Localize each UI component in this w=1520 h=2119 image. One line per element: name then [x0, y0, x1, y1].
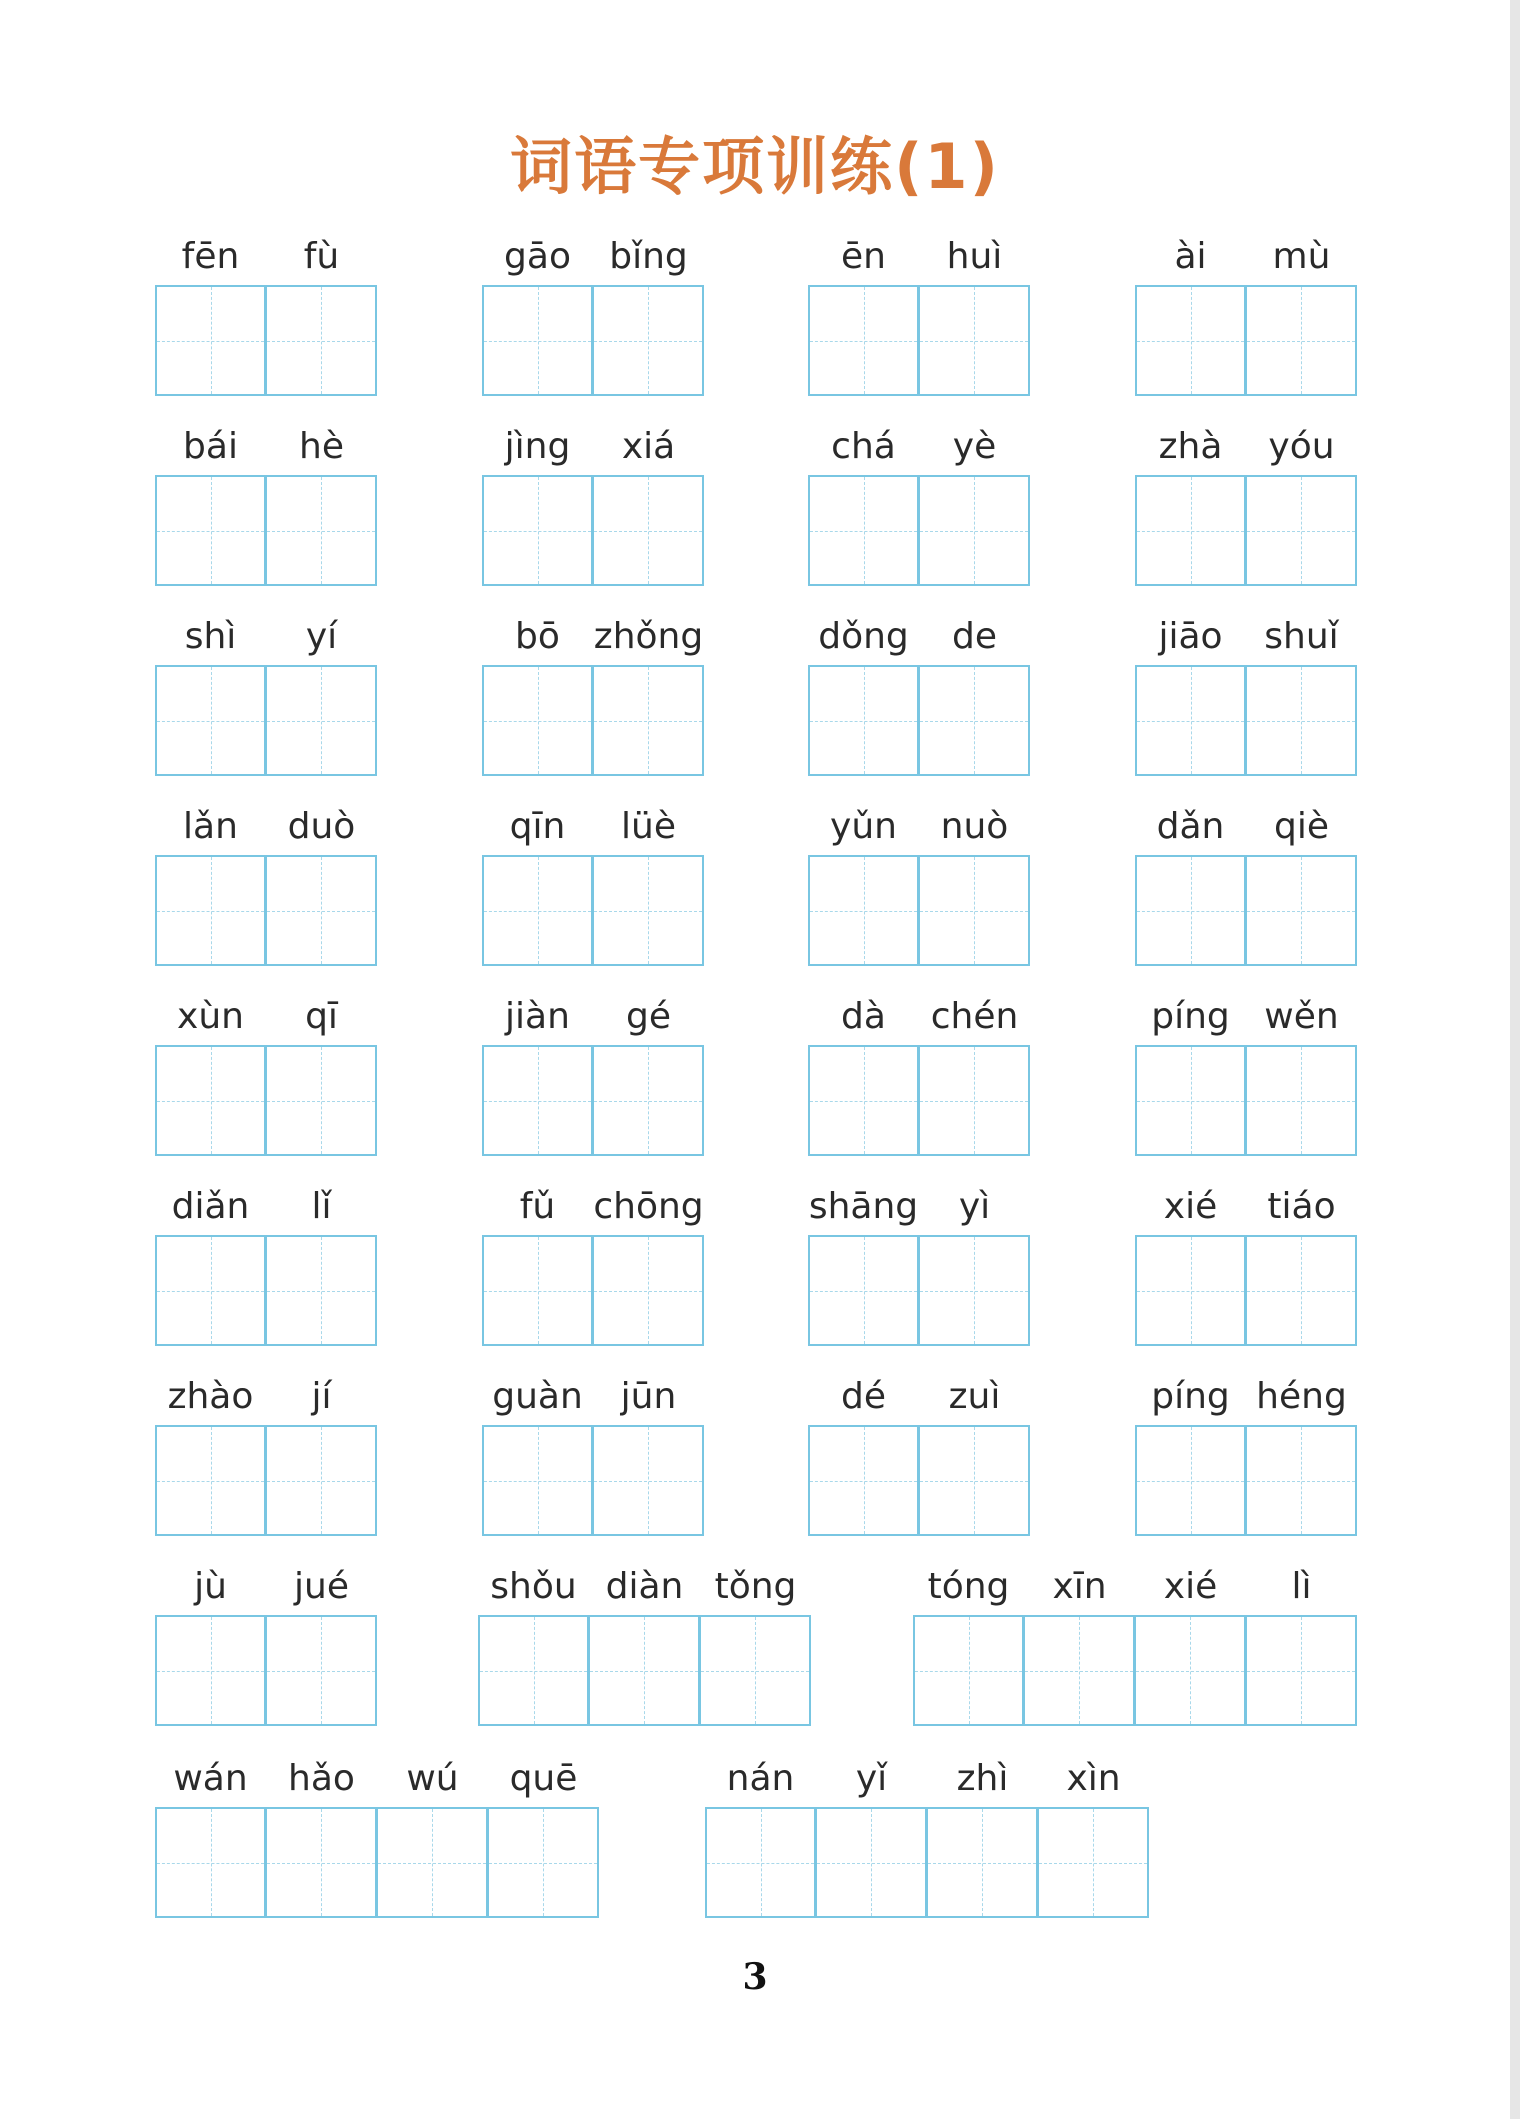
word-group: [913, 1565, 1357, 1726]
pinyin-label: yì: [958, 1186, 991, 1227]
pinyin-label: yǔn: [830, 806, 897, 847]
pinyin-label: píng: [1151, 1376, 1230, 1417]
writing-cell[interactable]: [919, 1045, 1030, 1156]
writing-cell[interactable]: [816, 1807, 927, 1918]
writing-cell[interactable]: [808, 855, 919, 966]
writing-cell[interactable]: [808, 1045, 919, 1156]
writing-cell[interactable]: [482, 1425, 593, 1536]
pinyin-label: chōng: [593, 1186, 704, 1227]
writing-cell[interactable]: [913, 1615, 1024, 1726]
word-group: [155, 235, 377, 396]
writing-cell[interactable]: [1246, 855, 1357, 966]
pinyin-label: wěn: [1264, 996, 1339, 1037]
pinyin-label: jué: [294, 1566, 349, 1607]
pinyin-label: lǐ: [311, 1186, 332, 1227]
writing-cell[interactable]: [482, 1045, 593, 1156]
writing-cell[interactable]: [1135, 475, 1246, 586]
word-group: [155, 1375, 377, 1536]
word-group: [155, 1185, 377, 1346]
pinyin-label: shuǐ: [1264, 616, 1339, 657]
pinyin-label: wán: [173, 1758, 248, 1799]
pinyin-label: zuì: [948, 1376, 1001, 1417]
writing-cell[interactable]: [593, 665, 704, 776]
pinyin-label: xīn: [1052, 1566, 1107, 1607]
pinyin-label: quē: [509, 1758, 578, 1799]
writing-cell[interactable]: [482, 855, 593, 966]
word-group: [482, 1185, 704, 1346]
pinyin-label: de: [952, 616, 997, 657]
pinyin-label: jiāo: [1158, 616, 1223, 657]
word-group: [808, 235, 1030, 396]
pinyin-label: lǎn: [183, 806, 238, 847]
pinyin-label: bái: [183, 426, 238, 467]
pinyin-label: nuò: [940, 806, 1009, 847]
writing-cell[interactable]: [155, 1045, 266, 1156]
pinyin-label: hǎo: [288, 1758, 355, 1799]
pinyin-label: zhì: [956, 1758, 1009, 1799]
pinyin-label: gāo: [504, 236, 571, 277]
writing-cell[interactable]: [589, 1615, 700, 1726]
word-group: [1135, 995, 1357, 1156]
writing-cell[interactable]: [705, 1807, 816, 1918]
word-group: [482, 805, 704, 966]
writing-cell[interactable]: [1246, 665, 1357, 776]
writing-cell[interactable]: [155, 1235, 266, 1346]
pinyin-label: píng: [1151, 996, 1230, 1037]
pinyin-label: tǒng: [714, 1566, 797, 1607]
pinyin-label: bǐng: [609, 236, 688, 277]
word-group: [478, 1565, 811, 1726]
writing-cell[interactable]: [266, 1235, 377, 1346]
word-group: [482, 235, 704, 396]
pinyin-label: fù: [303, 236, 340, 277]
writing-cell[interactable]: [482, 1235, 593, 1346]
writing-cell[interactable]: [919, 665, 1030, 776]
pinyin-label: zhào: [167, 1376, 254, 1417]
pinyin-label: dǎn: [1156, 806, 1225, 847]
pinyin-label: bō: [515, 616, 560, 657]
pinyin-label: dà: [841, 996, 886, 1037]
pinyin-label: héng: [1256, 1376, 1347, 1417]
pinyin-label: yóu: [1268, 426, 1335, 467]
pinyin-label: jūn: [620, 1376, 677, 1417]
pinyin-label: wú: [406, 1758, 459, 1799]
pinyin-label: tóng: [927, 1566, 1010, 1607]
writing-cell[interactable]: [919, 855, 1030, 966]
writing-cell[interactable]: [266, 665, 377, 776]
writing-cell[interactable]: [1246, 1425, 1357, 1536]
writing-cell[interactable]: [266, 475, 377, 586]
writing-cell[interactable]: [155, 1807, 266, 1918]
writing-cell[interactable]: [478, 1615, 589, 1726]
writing-cell[interactable]: [808, 285, 919, 396]
writing-cell[interactable]: [1135, 1615, 1246, 1726]
writing-cell[interactable]: [593, 855, 704, 966]
writing-cell[interactable]: [1024, 1615, 1135, 1726]
pinyin-label: fēn: [181, 236, 240, 277]
pinyin-label: chén: [930, 996, 1019, 1037]
writing-cell[interactable]: [266, 1615, 377, 1726]
word-group: [1135, 425, 1357, 586]
pinyin-label: dé: [841, 1376, 886, 1417]
pinyin-label: huì: [946, 236, 1003, 277]
word-group: [482, 615, 704, 776]
writing-cell[interactable]: [155, 1615, 266, 1726]
pinyin-label: xùn: [177, 996, 244, 1037]
pinyin-label: guàn: [492, 1376, 583, 1417]
writing-cell[interactable]: [266, 855, 377, 966]
writing-cell[interactable]: [1246, 1615, 1357, 1726]
writing-cell[interactable]: [155, 475, 266, 586]
pinyin-label: jù: [194, 1566, 227, 1607]
word-group: [482, 1375, 704, 1536]
writing-cell[interactable]: [808, 665, 919, 776]
writing-cell[interactable]: [266, 285, 377, 396]
word-group: [808, 995, 1030, 1156]
pinyin-label: mù: [1272, 236, 1331, 277]
writing-cell[interactable]: [808, 1425, 919, 1536]
page-edge: [1510, 0, 1520, 2119]
writing-cell[interactable]: [155, 1425, 266, 1536]
word-group: [705, 1757, 1149, 1918]
writing-cell[interactable]: [1246, 475, 1357, 586]
writing-cell[interactable]: [927, 1807, 1038, 1918]
writing-cell[interactable]: [266, 1807, 377, 1918]
writing-cell[interactable]: [482, 665, 593, 776]
word-group: [155, 425, 377, 586]
pinyin-label: shì: [184, 616, 237, 657]
pinyin-label: dǒng: [818, 616, 909, 657]
pinyin-label: zhà: [1158, 426, 1223, 467]
writing-cell[interactable]: [488, 1807, 599, 1918]
word-group: [155, 1757, 599, 1918]
word-group: [808, 615, 1030, 776]
pinyin-label: diǎn: [171, 1186, 250, 1227]
writing-cell[interactable]: [155, 665, 266, 776]
pinyin-label: yǐ: [855, 1758, 888, 1799]
writing-cell[interactable]: [919, 1425, 1030, 1536]
pinyin-label: xìn: [1066, 1758, 1121, 1799]
pinyin-label: chá: [831, 426, 896, 467]
writing-cell[interactable]: [377, 1807, 488, 1918]
writing-cell[interactable]: [155, 855, 266, 966]
word-group: [155, 615, 377, 776]
word-group: [155, 805, 377, 966]
word-group: [1135, 805, 1357, 966]
writing-cell[interactable]: [1135, 1425, 1246, 1536]
writing-cell[interactable]: [919, 1235, 1030, 1346]
word-group: [155, 1565, 377, 1726]
pinyin-label: duò: [287, 806, 356, 847]
pinyin-label: zhǒng: [593, 616, 704, 657]
pinyin-label: xié: [1163, 1186, 1218, 1227]
word-group: [482, 425, 704, 586]
writing-cell[interactable]: [808, 1235, 919, 1346]
word-group: [1135, 1375, 1357, 1536]
pinyin-label: ēn: [841, 236, 886, 277]
pinyin-label: yí: [305, 616, 338, 657]
pinyin-label: xié: [1163, 1566, 1218, 1607]
writing-cell[interactable]: [482, 285, 593, 396]
word-group: [1135, 615, 1357, 776]
writing-cell[interactable]: [1135, 1235, 1246, 1346]
writing-cell[interactable]: [808, 475, 919, 586]
writing-cell[interactable]: [1246, 1045, 1357, 1156]
writing-cell[interactable]: [482, 475, 593, 586]
writing-cell[interactable]: [593, 1045, 704, 1156]
pinyin-label: fǔ: [519, 1186, 556, 1227]
pinyin-label: hè: [299, 426, 344, 467]
pinyin-label: qīn: [509, 806, 566, 847]
writing-cell[interactable]: [1246, 285, 1357, 396]
pinyin-label: shāng: [808, 1186, 919, 1227]
word-group: [808, 805, 1030, 966]
word-group: [808, 1185, 1030, 1346]
pinyin-label: qī: [305, 996, 338, 1037]
writing-cell[interactable]: [919, 285, 1030, 396]
pinyin-label: yè: [952, 426, 997, 467]
pinyin-label: diàn: [605, 1566, 684, 1607]
pinyin-label: jí: [311, 1376, 332, 1417]
pinyin-label: ài: [1174, 236, 1207, 277]
word-group: [1135, 1185, 1357, 1346]
writing-cell[interactable]: [593, 475, 704, 586]
pinyin-label: shǒu: [490, 1566, 577, 1607]
word-group: [808, 1375, 1030, 1536]
writing-cell[interactable]: [1135, 855, 1246, 966]
writing-cell[interactable]: [919, 475, 1030, 586]
writing-cell[interactable]: [1135, 1045, 1246, 1156]
pinyin-label: xiá: [621, 426, 676, 467]
word-group: [1135, 235, 1357, 396]
pinyin-label: lüè: [621, 806, 676, 847]
writing-cell[interactable]: [266, 1045, 377, 1156]
pinyin-label: jìng: [504, 426, 571, 467]
page-number: 3: [742, 1956, 768, 1998]
pinyin-label: jiàn: [505, 996, 570, 1037]
word-group: [482, 995, 704, 1156]
writing-cell[interactable]: [1246, 1235, 1357, 1346]
writing-cell[interactable]: [155, 285, 266, 396]
writing-cell[interactable]: [266, 1425, 377, 1536]
pinyin-label: qiè: [1273, 806, 1329, 847]
page-title: 词语专项训练(1): [510, 130, 1000, 203]
writing-cell[interactable]: [700, 1615, 811, 1726]
pinyin-label: gé: [626, 996, 671, 1037]
writing-cell[interactable]: [593, 1425, 704, 1536]
writing-cell[interactable]: [1135, 665, 1246, 776]
writing-cell[interactable]: [593, 1235, 704, 1346]
word-group: [808, 425, 1030, 586]
writing-cell[interactable]: [1135, 285, 1246, 396]
pinyin-label: tiáo: [1267, 1186, 1336, 1227]
word-group: [155, 995, 377, 1156]
pinyin-label: lì: [1291, 1566, 1312, 1607]
writing-cell[interactable]: [593, 285, 704, 396]
pinyin-label: nán: [726, 1758, 795, 1799]
writing-cell[interactable]: [1038, 1807, 1149, 1918]
